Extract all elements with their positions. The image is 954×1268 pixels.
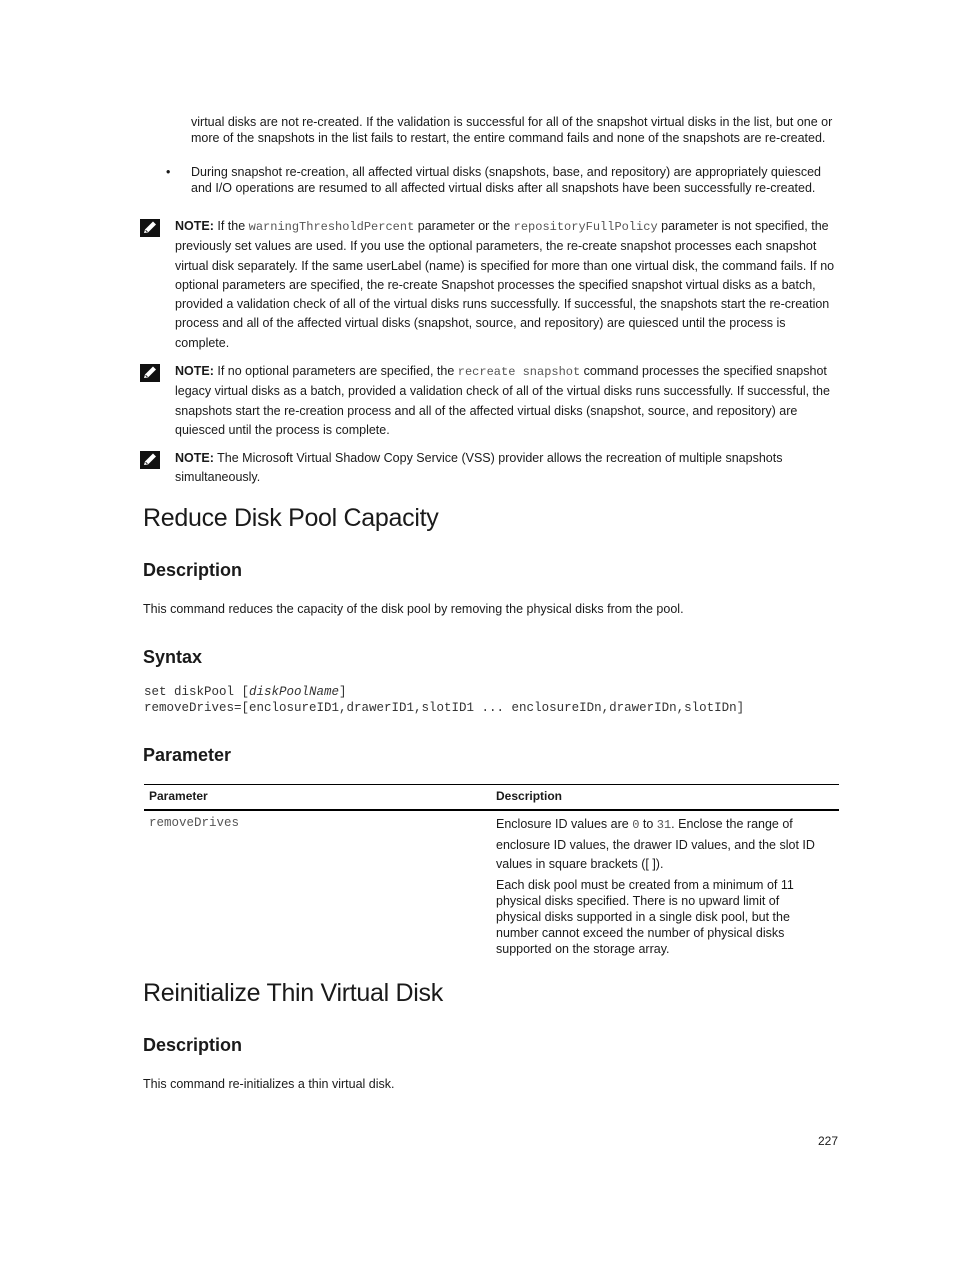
continuation-paragraph: virtual disks are not re-created. If the validation is successful for all of the snapshot virtual disks in the list, but one or more of the snapshots in the list fails to restart, the entire command fails and none of the snapshots are re-created. <box>191 115 833 146</box>
description-text: This command re-initializes a thin virtual disk. <box>143 1077 395 1091</box>
note-text-run: parameter or the <box>414 219 514 233</box>
syntax-heading: Syntax <box>143 647 203 667</box>
note-label: NOTE: <box>175 364 214 378</box>
parameter-heading: Parameter <box>143 745 232 765</box>
syntax-text: removeDrives=[enclosureID1,drawerID1,slotID1 ... enclosureIDn,drawerIDn,slotIDn] <box>144 700 745 715</box>
section-title: Reinitialize Thin Virtual Disk <box>143 979 443 1007</box>
note-label: NOTE: <box>175 451 214 465</box>
desc-text: to <box>639 817 657 831</box>
note-text <box>175 449 840 488</box>
table-cell-description: Each disk pool must be created from a minimum of 11 physical disks specified. There is no upward limit of physical disks supported in a single disk pool, but the number cannot exceed the number of physical disks supported on the storage array. <box>496 878 794 956</box>
desc-text: Enclosure ID values are <box>496 817 633 831</box>
section-title: Reduce Disk Pool Capacity <box>143 504 439 532</box>
table-cell-description <box>496 815 836 875</box>
syntax-text: ] <box>339 685 347 699</box>
table-header-description: Description <box>496 789 563 803</box>
table-cell-parameter: removeDrives <box>149 816 240 830</box>
syntax-text: set diskPool [ <box>144 685 250 699</box>
note-text-run: command processes the specified snapshot legacy virtual disks as a batch, provided a validation check of all of the virtual disks runs successfully. If successful, the snapshots start the re-creation process and all of the affected virtual disks (snapshot, source, and repository) are quiesced until the process is complete. <box>175 364 830 437</box>
code-value: 31 <box>656 818 672 832</box>
pencil-note-icon <box>140 364 160 382</box>
table-header-parameter: Parameter <box>149 789 208 803</box>
description-text: This command reduces the capacity of the disk pool by removing the physical disks from the pool. <box>143 602 684 616</box>
code-repository-full-policy: repositoryFullPolicy <box>513 220 658 234</box>
code-warning-threshold: warningThresholdPercent <box>248 220 415 234</box>
bullet-marker: • <box>166 165 171 179</box>
note-text-run: If no optional parameters are specified, the <box>213 364 458 378</box>
bullet-text: During snapshot re-creation, all affected virtual disks (snapshots, base, and repository) are appropriately quiesced and I/O operations are resumed to all affected virtual disks after all snapshots have been successfully re-created. <box>191 165 821 196</box>
note-text <box>175 217 840 353</box>
description-heading: Description <box>143 1035 243 1055</box>
desc-text: . Enclose the range of enclosure ID values, the drawer ID values, and the slot ID values in square brackets ([ ]). <box>496 817 815 871</box>
note-text <box>175 362 840 440</box>
table-rule <box>144 784 839 785</box>
note-text-run: If the <box>213 219 249 233</box>
table-header-rule <box>144 809 839 811</box>
code-value: 0 <box>632 818 640 832</box>
syntax-placeholder: diskPoolName <box>249 685 340 699</box>
note-text-run: parameter is not specified, the previously set values are used. If you use the optional parameters, the re-create snapshot processes each snapshot virtual disk separately. If the same userLabel (name) is specified for more than one virtual disk, the command fails. If no optional parameters are specified, the re-create Snapshot processes the specified snapshot virtual disks as a batch, provided a validation check of all of the virtual disks runs successfully. If successful, the snapshots start the re-creation process and all of the affected virtual disks (snapshot, source, and repository) are quiesced until the process is complete. <box>175 219 835 350</box>
pencil-note-icon <box>140 451 160 469</box>
syntax-code <box>144 685 744 716</box>
description-heading: Description <box>143 560 243 580</box>
pencil-note-icon <box>140 219 160 237</box>
note-text-run: The Microsoft Virtual Shadow Copy Service (VSS) provider allows the recreation of multiple snapshots simultaneously. <box>175 451 783 485</box>
page-number: 227 <box>818 1134 839 1148</box>
note-label: NOTE: <box>175 219 214 233</box>
code-recreate-snapshot: recreate snapshot <box>457 365 581 379</box>
